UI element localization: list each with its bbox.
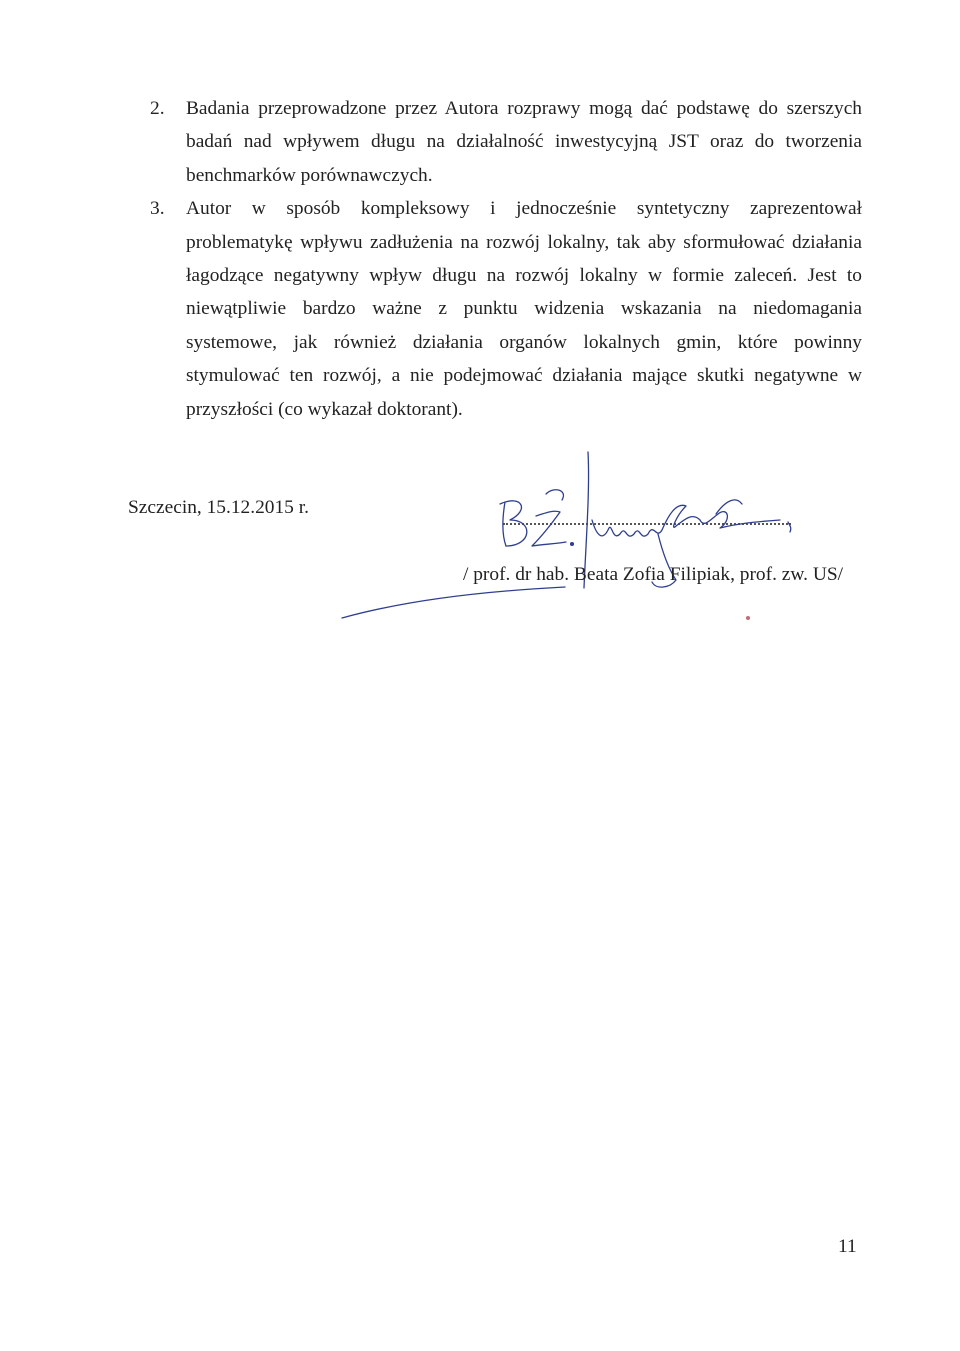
handwritten-signature [340,450,800,630]
page-number: 11 [838,1236,857,1257]
list-item [150,192,862,426]
stray-ink-dot [746,616,750,620]
list-item [150,92,862,192]
item-text: Autor w sposób kompleksowy i jednocześnie syntetyczny zaprezentował problematykę wpływu zadłużenia na rozwój lokalny, tak aby sformułować działania łagodzące negatywny wpływ długu na rozwój lokalny w formie zaleceń. Jest to niewątpliwie bardzo ważne z punktu widzenia wskazania na niedomagania systemowe, jak również działania organów lokalnych gmin, które powinny stymulować ten rozwój, a nie podejmować działania mające skutki negatywne w przyszłości (co wykazał doktorant). [186,198,862,420]
item-number: 2. [150,98,165,119]
item-text: Badania przeprowadzone przez Autora rozprawy mogą dać podstawę do szerszych badań nad wpływem długu na działalność inwestycyjną JST oraz do tworzenia benchmarków porównawczych. [186,98,862,186]
signer-name: / prof. dr hab. Beata Zofia Filipiak, prof. zw. US/ [463,564,844,585]
item-number: 3. [150,198,165,220]
place-and-date: Szczecin, 15.12.2015 r. [128,497,309,518]
conclusions-list [150,92,862,426]
